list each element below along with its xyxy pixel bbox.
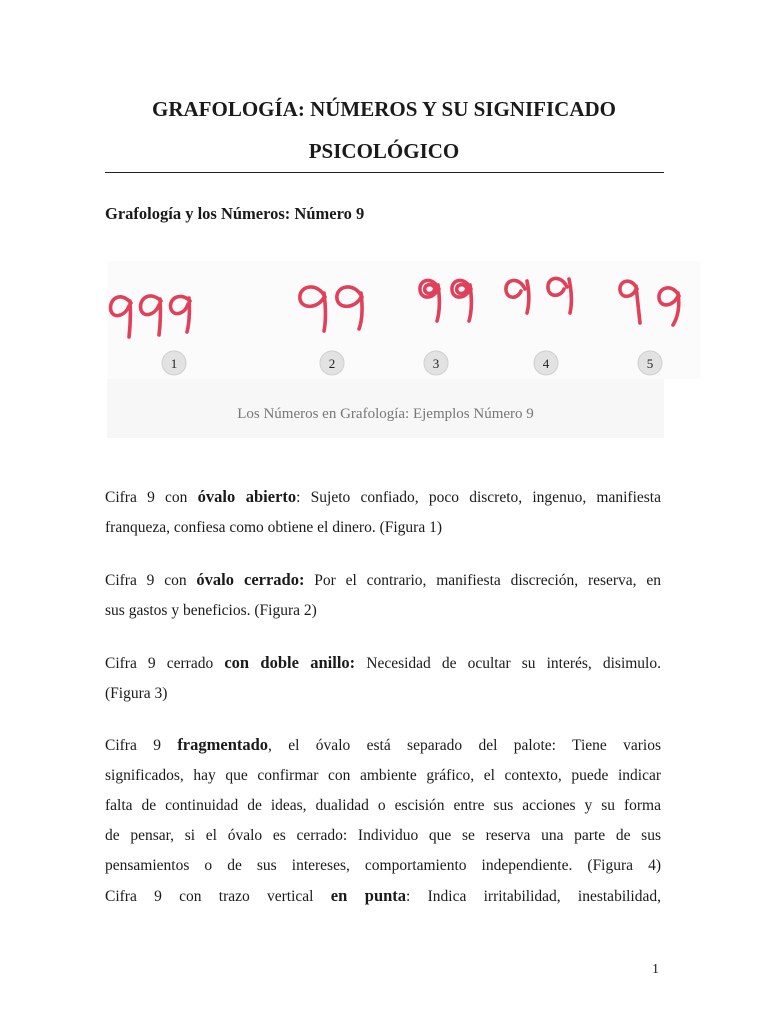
figure-image xyxy=(107,261,701,379)
page-title-line-2: PSICOLÓGICO xyxy=(308,139,460,163)
term-ovalo-abierto: óvalo abierto xyxy=(197,487,297,506)
paragraph-fragmentado: Cifra 9 fragmentado, el óvalo está separado del palote: Tiene varios significados, hay que confirmar con ambiente gráfico, el contexto, puede indicar falta de continuidad de ideas, dualidad o escisión entre sus acciones y su forma de pensar, si el óvalo es cerrado: Individuo que se reserva una parte de sus pensamientos o de sus intereses, comportamiento independiente. (Figura 4) Cifra 9 con trazo vertical en punta: Indica irritabilidad, inestabilidad, xyxy=(105,735,661,905)
figure-label-2: 2 xyxy=(328,356,336,371)
figure-label-5: 5 xyxy=(646,356,654,371)
page-title-line-1: GRAFOLOGÍA: NÚMEROS Y SU SIGNIFICADO xyxy=(152,97,616,121)
title-divider xyxy=(105,172,664,173)
paragraph-ovalo-abierto: Cifra 9 con óvalo abierto: Sujeto confiado, poco discreto, ingenuo, manifiesta franqueza, confiesa como obtiene el dinero. (Figura 1) xyxy=(105,487,661,536)
page-title xyxy=(0,88,768,172)
figure-label-1: 1 xyxy=(170,356,178,371)
handwritten-nine-1b xyxy=(141,296,161,335)
page-number: 1 xyxy=(652,962,659,977)
section-heading: Grafología y los Números: Número 9 xyxy=(105,204,365,223)
handwritten-nine-1a xyxy=(111,297,131,337)
handwritten-nine-5a xyxy=(620,281,640,323)
handwritten-nines-illustration xyxy=(107,261,701,379)
handwritten-nine-2a xyxy=(300,287,326,331)
figure-caption: Los Números en Grafología: Ejemplos Número 9 xyxy=(237,406,534,422)
handwritten-nine-5b xyxy=(659,288,679,325)
handwritten-nine-1c xyxy=(171,296,190,332)
handwritten-nine-4a xyxy=(506,280,529,313)
figure-caption-box xyxy=(107,379,664,438)
handwritten-nine-3b xyxy=(452,280,471,321)
paragraph-ovalo-cerrado: Cifra 9 con óvalo cerrado: Por el contrario, manifiesta discreción, reserva, en sus gastos y beneficios. (Figura 2) xyxy=(105,570,661,619)
term-fragmentado: fragmentado xyxy=(177,735,269,754)
figure-label-3: 3 xyxy=(432,356,440,371)
term-doble-anillo: con doble anillo: xyxy=(224,653,356,672)
figure-label-4: 4 xyxy=(542,356,550,371)
handwritten-nine-3a xyxy=(420,280,439,321)
term-ovalo-cerrado: óvalo cerrado: xyxy=(196,570,305,589)
term-en-punta: en punta xyxy=(330,886,407,905)
paragraph-doble-anillo: Cifra 9 cerrado con doble anillo: Necesidad de ocultar su interés, disimulo. (Figura 3) xyxy=(105,653,661,702)
handwritten-nine-4b xyxy=(548,278,571,313)
handwritten-nine-2b xyxy=(337,287,362,329)
